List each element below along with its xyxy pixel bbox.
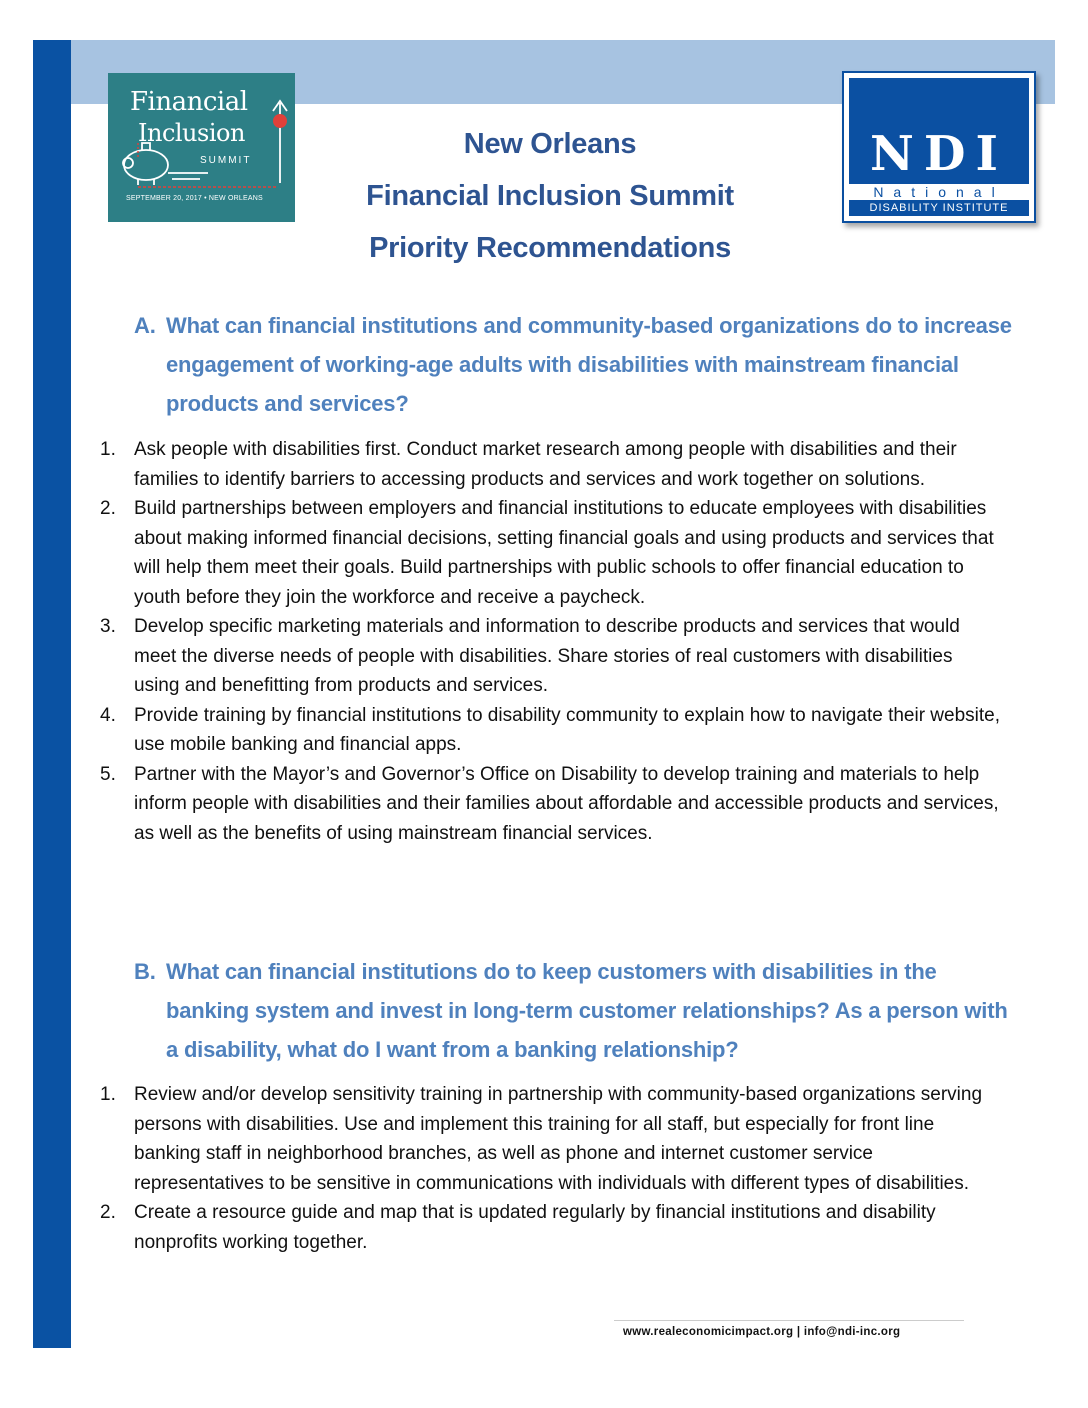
footer-contact: www.realeconomicimpact.org | info@ndi-inc.org [623,1326,901,1338]
section-b-heading-text: What can financial institutions do to keep customers with disabilities in the banking system and invest in long-term customer relationships? As a person with a disability, what do I want from a banking relationship? [166,959,1008,1062]
list-item [100,494,1000,612]
list-item-text: Develop specific marketing materials and information to describe products and services that would meet the diverse needs of people with disabilities. Share stories of real customers with disabilities using and benefitting from products and services. [134,616,960,696]
ndi-logo-national: National [873,184,1005,200]
list-item-text: Partner with the Mayor’s and Governor’s Office on Disability to develop training and materials to help inform people with disabilities and their families about affordable and accessible products and services, as well as the benefits of using mainstream financial services. [134,763,999,844]
summit-logo-date: SEPTEMBER 20, 2017 • NEW ORLEANS [126,195,263,202]
section-b-letter: B. [134,959,156,984]
financial-inclusion-summit-logo [108,73,295,222]
list-item-number: 5. [100,763,116,785]
list-item-number: 1. [100,1084,116,1105]
list-item-text: Create a resource guide and map that is updated regularly by financial institutions and disability nonprofits working together. [134,1202,936,1253]
ndi-logo-institute: DISABILITY INSTITUTE [869,202,1009,214]
section-a-list [100,435,1000,848]
section-b-heading [134,952,1014,1069]
summit-logo-line2: Inclusion [138,119,245,147]
list-item-number: 2. [100,498,116,519]
left-accent-bar [33,40,71,1348]
list-item-number: 3. [100,616,116,637]
title-line-2: Financial Inclusion Summit [366,180,734,212]
list-item [100,701,1000,760]
list-item [100,1198,1000,1257]
list-item-text: Ask people with disabilities first. Conduct market research among people with disabilities and their families to identify barriers to accessing products and services and work together on solutions. [134,439,957,490]
section-a-heading [134,306,1014,423]
section-a-letter: A. [134,313,156,338]
page-title [300,118,800,274]
list-item-number: 4. [100,704,116,726]
list-item-text: Provide training by financial institutions to disability community to explain how to navigate their website, use mobile banking and financial apps. [134,704,1001,755]
list-item-text: Build partnerships between employers and financial institutions to educate employees with disabilities about making informed financial decisions, setting financial goals and using products and services that will help them meet their goals. Build partnerships with public schools to offer financial education to youth before they join the workforce and receive a paycheck. [134,498,994,608]
summit-logo-line1: Financial [130,87,248,117]
list-item [100,612,1000,701]
ndi-logo-letters: NDI [870,126,1008,182]
section-a-heading-text: What can financial institutions and community-based organizations do to increase engagement of working-age adults with disabilities with mainstream financial products and services? [166,313,1012,416]
list-item [100,435,1000,494]
title-line-3: Priority Recommendations [369,232,731,264]
summit-logo-line3: SUMMIT [200,155,252,166]
ndi-logo [842,71,1036,223]
list-item-text: Review and/or develop sensitivity training in partnership with community-based organizations serving persons with disabilities. Use and implement this training for all staff, but especially for front line banking staff in neighborhood branches, as well as phone and internet customer service representatives to be sensitive in communications with individuals with different types of disabilities. [134,1084,983,1194]
section-b-list [100,1080,1000,1257]
title-line-1: New Orleans [463,128,637,160]
ndi-logo-panel [849,78,1029,216]
footer-divider [614,1320,964,1321]
list-item-number: 2. [100,1202,116,1223]
list-item-number: 1. [100,439,116,460]
list-item [100,1080,1000,1198]
list-item [100,760,1000,849]
